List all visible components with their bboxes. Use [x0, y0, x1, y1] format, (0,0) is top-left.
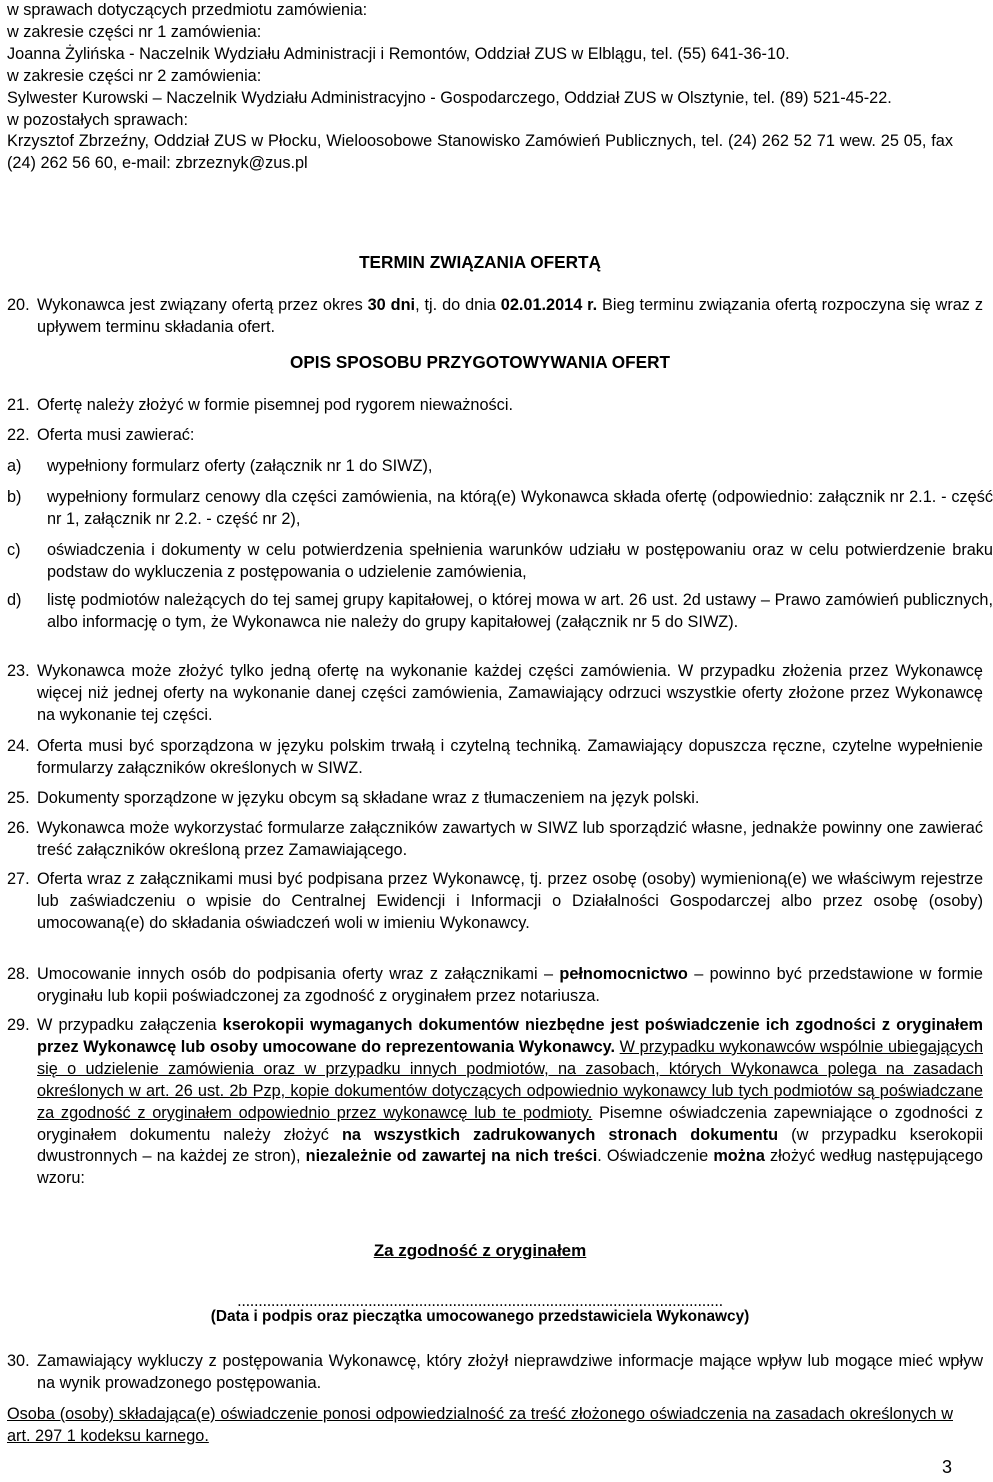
paragraph-number: 22. — [7, 426, 30, 444]
certification-formula: Za zgodność z oryginałem — [373, 1241, 587, 1260]
paragraph-text: Umocowanie innych osób do podpisania oferty wraz z załącznikami – — [37, 965, 560, 983]
paragraph-bold: 02.01.2014 r. — [500, 296, 598, 314]
paragraph-number: 29. — [7, 1016, 30, 1034]
list-letter: c) — [7, 541, 21, 559]
paragraph-25 — [7, 788, 983, 810]
paragraph-23 — [7, 661, 983, 727]
paragraph-text: Oferta musi zawierać: — [37, 426, 195, 444]
paragraph-number: 27. — [7, 870, 30, 888]
final-note-text: Osoba (osoby) składająca(e) oświadczenie ponosi odpowiedzialność za treść złożonego oświadczenia na zasadach określonych w art. 297 1 kodeksu karnego. — [7, 1405, 953, 1445]
section-heading-termin: TERMIN ZWIĄZANIA OFERTĄ — [359, 252, 601, 272]
paragraph-number: 24. — [7, 737, 30, 755]
paragraph-text: Dokumenty sporządzone w języku obcym są składane wraz z tłumaczeniem na język polski. — [37, 789, 700, 807]
contact-line: w pozostałych sprawach: — [7, 110, 188, 129]
paragraph-number: 30. — [7, 1352, 30, 1370]
paragraph-bold: 30 dni — [367, 296, 416, 314]
paragraph-text: (w przypadku kserokopii dwustronnych – na każdej ze stron), — [37, 1125, 983, 1166]
paragraph-bold: na wszystkich zadrukowanych stronach dokumentu — [341, 1125, 779, 1144]
page-number: 3 — [941, 1457, 952, 1477]
paragraph-24 — [7, 736, 983, 780]
paragraph-text: Oferta musi być sporządzona w języku polskim trwałą i czytelną techniką. Zamawiający dopuszcza ręczne, czytelne wypełnienie formularzy załączników określonych w SIWZ. — [37, 737, 983, 777]
paragraph-number: 23. — [7, 662, 30, 680]
paragraph-underlined: W przypadku wykonawców wspólnie ubiegających się o udzielenie zamówienia oraz w przypadku innych podmiotów, na zasobach, których Wykonawca polega na zasadach określonych w art. 26 ust. 2b Pzp, kopie dokumentów dotyczących odpowiednio wykonawcy lub tych podmiotów są poświadczane za zgodność z oryginałem odpowiednio przez wykonawcę lub te podmioty. — [37, 1037, 983, 1122]
list-letter: b) — [7, 488, 22, 506]
paragraph-text: Zamawiający wykluczy z postępowania Wykonawcę, który złożył nieprawdziwe informacje mające wpływ lub mogące mieć wpływ na wynik prowadzonego postępowania. — [37, 1352, 983, 1392]
paragraph-22 — [7, 425, 983, 447]
paragraph-text: Wykonawca może złożyć tylko jedną ofertę na wykonanie każdej części zamówienia. W przypadku złożenia przez Wykonawcę więcej niż jednej oferty na wykonanie danej części zamówienia, Zamawiający odrzuci wszystkie oferty złożone przez Wykonawcę na wykonanie tej części. — [37, 662, 983, 724]
list-letter: d) — [7, 591, 22, 609]
paragraph-number: 26. — [7, 819, 30, 837]
section-heading-opis: OPIS SPOSOBU PRZYGOTOWYWANIA OFERT — [289, 352, 671, 372]
paragraph-20 — [7, 295, 983, 339]
paragraph-21 — [7, 395, 983, 417]
paragraph-28 — [7, 964, 983, 1008]
paragraph-text: W przypadku załączenia — [37, 1016, 223, 1034]
paragraph-bold: niezależnie od zawartej na nich treści — [305, 1147, 598, 1166]
list-item-text: listę podmiotów należących do tej samej grupy kapitałowej, o której mowa w art. 26 ust. 2d ustawy – Prawo zamówień publicznych, albo informację o tym, że Wykonawca nie należy do grupy kapitałowej (załącznik nr 5 do SIWZ). — [47, 591, 993, 631]
paragraph-text: Oferta wraz z załącznikami musi być podpisana przez Wykonawcę, tj. przez osobę (osoby) wymienioną(e) we właściwym rejestrze lub zaświadczeniu o wpisie do Centralnej Ewidencji i Informacji o Działalności Gospodarczej albo przez osobę (osoby) umocowaną(e) do składania oświadczeń woli w imieniu Wykonawcy. — [37, 870, 983, 932]
contact-line: w zakresie części nr 1 zamówienia: — [7, 22, 262, 41]
list-item-d — [7, 590, 993, 634]
paragraph-text: . Oświadczenie — [597, 1147, 714, 1166]
contact-line: w zakresie części nr 2 zamówienia: — [7, 66, 262, 85]
final-note — [7, 1404, 953, 1448]
contact-section — [7, 0, 953, 175]
list-item-c — [7, 540, 993, 584]
paragraph-text: Wykonawca jest związany ofertą przez okres — [37, 296, 368, 314]
paragraph-bold: pełnomocnictwo — [559, 965, 688, 983]
paragraph-number: 21. — [7, 396, 30, 414]
paragraph-text: Ofertę należy złożyć w formie pisemnej pod rygorem nieważności. — [37, 396, 513, 414]
contact-line: Sylwester Kurowski – Naczelnik Wydziału Administracyjno - Gospodarczego, Oddział ZUS w Olsztynie, tel. (89) 521-45-22. — [7, 88, 892, 107]
paragraph-text: Pisemne oświadczenia zapewniające o zgodności z oryginałem dokumentu należy złożyć — [37, 1103, 983, 1144]
list-letter: a) — [7, 457, 22, 475]
paragraph-number: 28. — [7, 965, 30, 983]
paragraph-bold: kserokopii wymaganych dokumentów niezbędne jest poświadczenie ich zgodności z oryginałem przez Wykonawcę lub osoby umocowane do reprezentowania Wykonawcy. — [37, 1016, 983, 1056]
list-item-a — [7, 456, 993, 478]
contact-line: Krzysztof Zbrzeźny, Oddział ZUS w Płocku, Wieloosobowe Stanowisko Zamówień Publicznych, tel. (24) 262 52 71 wew. 25 05, fax (24) 262 56 60, e-mail: zbrzeznyk@zus.pl — [7, 132, 953, 173]
paragraph-bold: można — [713, 1147, 765, 1166]
paragraph-30 — [7, 1351, 983, 1395]
list-item-text: oświadczenia i dokumenty w celu potwierdzenia spełnienia warunków udziału w postępowaniu oraz w celu potwierdzenie braku podstaw do wykluczenia z postępowania o udzielenie zamówienia, — [47, 541, 993, 581]
signature-caption: (Data i podpis oraz pieczątka umocowanego przedstawiciela Wykonawcy) — [210, 1308, 750, 1325]
list-item-text: wypełniony formularz cenowy dla części zamówienia, na którą(e) Wykonawca składa ofertę (odpowiednio: załącznik nr 2.1. - część nr 1, załącznik nr 2.2. - część nr 2), — [47, 488, 993, 528]
paragraph-27 — [7, 869, 983, 935]
list-item-text: wypełniony formularz oferty (załącznik nr 1 do SIWZ), — [47, 457, 433, 475]
paragraph-text: , tj. do dnia — [415, 296, 501, 314]
contact-line: Joanna Żylińska - Naczelnik Wydziału Administracji i Remontów, Oddział ZUS w Elblągu, tel. (55) 641-36-10. — [7, 44, 790, 63]
paragraph-text: – powinno być przedstawione w formie oryginału lub kopii poświadczonej za zgodność z oryginałem przez notariusza. — [37, 965, 983, 1005]
paragraph-29 — [7, 1015, 983, 1190]
paragraph-26 — [7, 818, 983, 862]
paragraph-number: 20. — [7, 296, 30, 314]
signature-dots: ................................................................................................................... — [237, 1292, 723, 1310]
paragraph-text: Bieg terminu związania ofertą rozpoczyna się wraz z upływem terminu składania ofert. — [37, 296, 983, 336]
list-item-b — [7, 487, 993, 531]
paragraph-number: 25. — [7, 789, 30, 807]
contact-line: w sprawach dotyczących przedmiotu zamówienia: — [7, 1, 368, 19]
paragraph-text: Wykonawca może wykorzystać formularze załączników zawartych w SIWZ lub sporządzić własne, jednakże powinny one zawierać treść załączników określoną przez Zamawiającego. — [37, 819, 983, 859]
paragraph-text: złożyć według następującego wzoru: — [37, 1147, 983, 1188]
